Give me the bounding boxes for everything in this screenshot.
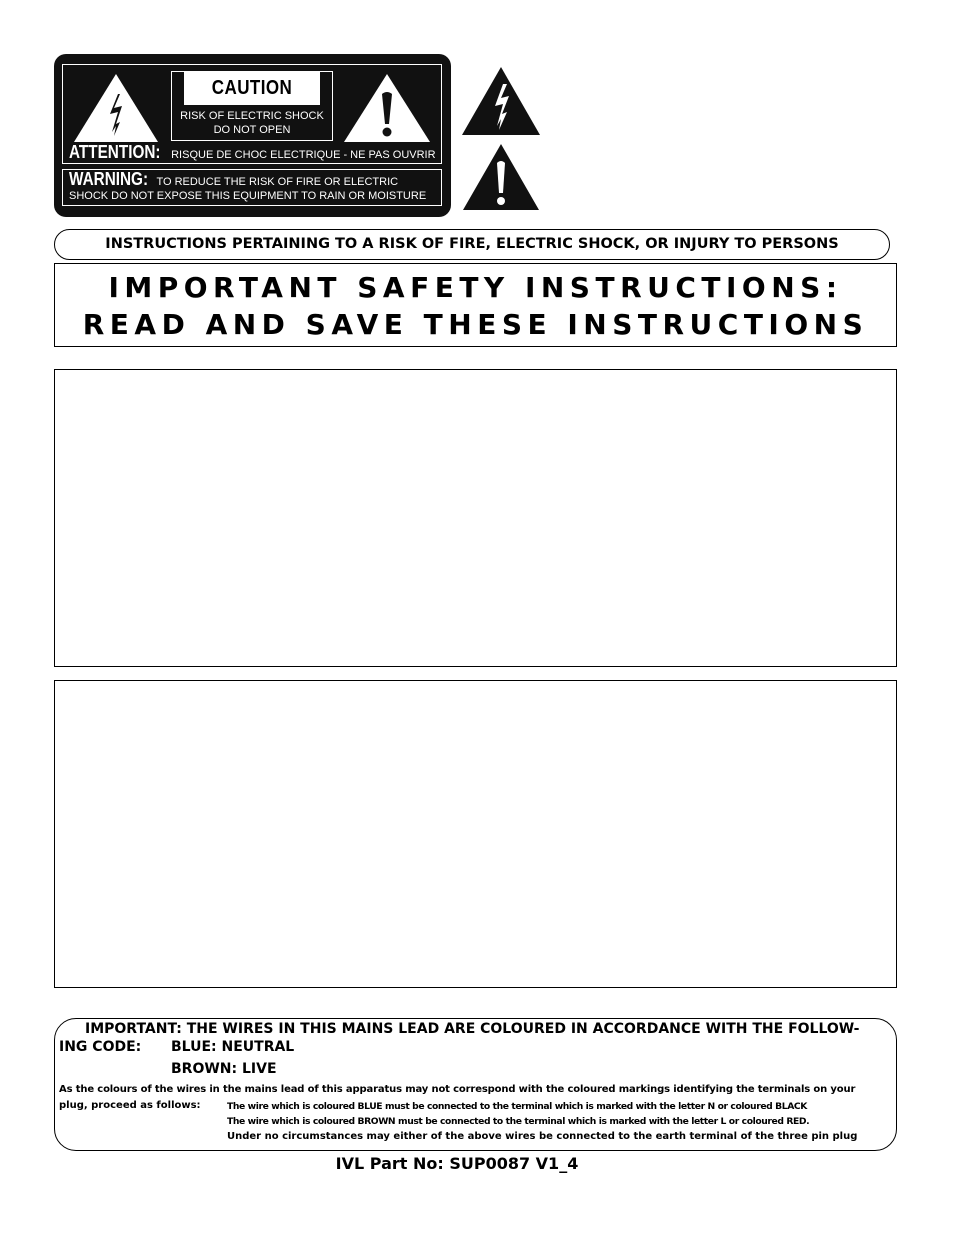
caution-box [171,71,333,141]
exclamation-triangle-icon [462,143,540,211]
warning-text-line-2: SHOCK DO NOT EXPOSE THIS EQUIPMENT TO RAIN OR MOISTURE [69,190,427,202]
wiring-head-line-1: IMPORTANT: THE WIRES IN THIS MAINS LEAD ARE COLOURED IN ACCORDANCE WITH THE FOLLOW- [85,1021,860,1037]
lightning-triangle-icon [72,72,160,144]
warning-text-line-1: TO REDUCE THE RISK OF FIRE OR ELECTRIC [156,176,399,188]
wiring-rule-brown: The wire which is coloured BROWN must be connected to the terminal which is marked with the letter L or coloured RED. [227,1116,810,1127]
risk-line-2: DO NOT OPEN [213,124,291,136]
caution-title: CAUTION [184,72,320,105]
attention-label: ATTENTION: [69,142,161,162]
attention-text: RISQUE DE CHOC ELECTRIQUE - NE PAS OUVRIR [171,149,436,161]
wiring-head-line-2: ING CODE: [59,1039,142,1055]
wiring-note-line-1: As the colours of the wires in the mains lead of this apparatus may not correspond with the coloured markings identifying the terminals on your [59,1084,856,1095]
wiring-box [54,1018,897,1151]
risk-line-1: RISK OF ELECTRIC SHOCK [180,110,324,122]
content-box-2 [54,680,897,988]
wiring-blue: BLUE: NEUTRAL [171,1039,295,1055]
title-line-1: IMPORTANT SAFETY INSTRUCTIONS: [108,271,843,304]
banner-text: INSTRUCTIONS PERTAINING TO A RISK OF FIRE, ELECTRIC SHOCK, OR INJURY TO PERSONS [105,236,839,252]
warning-label: WARNING: [69,169,149,189]
title-box [54,263,897,347]
wiring-note-line-2: plug, proceed as follows: [59,1100,201,1111]
title-line-2: READ AND SAVE THESE INSTRUCTIONS [82,308,869,341]
wiring-brown: BROWN: LIVE [171,1061,277,1077]
exclamation-triangle-icon [342,72,432,144]
instructions-banner [54,229,890,260]
attention-row [69,142,436,163]
part-number: IVL Part No: SUP0087 V1_4 [335,1154,579,1173]
wiring-rule-earth: Under no circumstances may either of the above wires be connected to the earth terminal of the three pin plug [227,1131,858,1142]
wiring-rule-blue: The wire which is coloured BLUE must be connected to the terminal which is marked with the letter N or coloured BLACK [227,1101,807,1112]
warning-row [69,169,427,203]
content-box-1 [54,369,897,667]
lightning-triangle-icon [461,66,541,136]
caution-label [54,54,451,217]
